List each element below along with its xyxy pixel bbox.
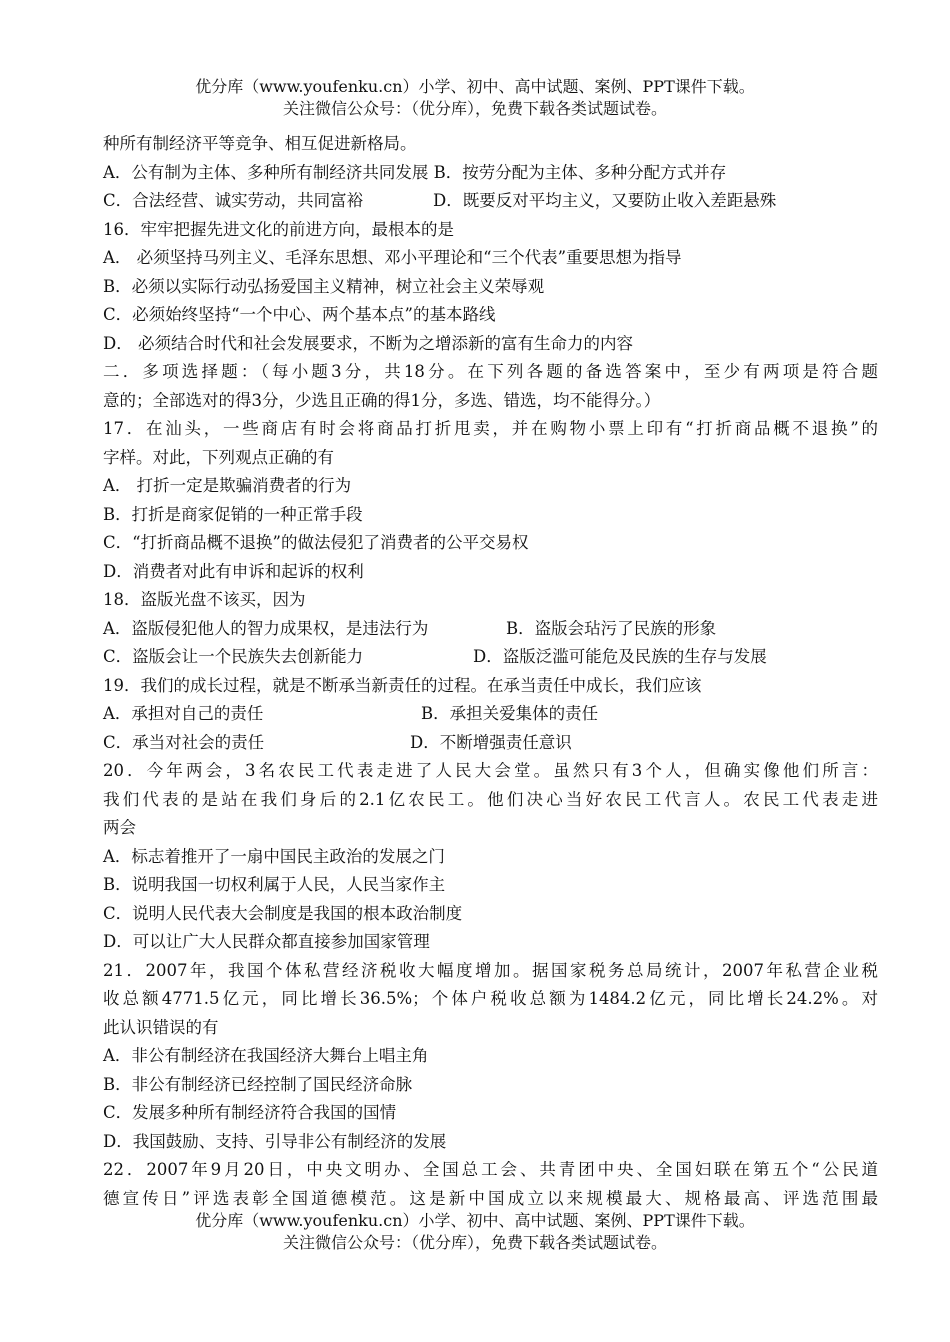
q15-options-ab: A．公有制为主体、多种所有制经济共同发展 B．按劳分配为主体、多种分配方式并存: [103, 162, 727, 182]
q15-option-c: C．合法经营、诚实劳动，共同富裕: [103, 191, 364, 210]
q15-option-d: D．既要反对平均主义，又要防止收入差距悬殊: [433, 191, 777, 210]
q20-stem-3: 两会: [103, 818, 136, 837]
q17-option-c: C．“打折商品概不退换”的做法侵犯了消费者的公平交易权: [103, 533, 529, 552]
q21-option-d: D．我国鼓励、支持、引导非公有制经济的发展: [103, 1131, 447, 1151]
q19-option-c: C．承当对社会的责任: [103, 732, 265, 752]
q21-stem-3: 此认识错误的有: [103, 1017, 219, 1037]
q15-stem-tail: 种所有制经济平等竞争、相互促进新格局。: [103, 134, 417, 153]
q21-option-b: B．非公有制经济已经控制了国民经济命脉: [103, 1074, 413, 1094]
q20-option-b: B．说明我国一切权利属于人民，人民当家作主: [103, 875, 446, 894]
q20-stem-1: 20．今年两会，3名农民工代表走进了人民大会堂。虽然只有3个人，但确实像他们所言：: [103, 761, 878, 780]
q16-option-d: D． 必须结合时代和社会发展要求，不断为之增添新的富有生命力的内容: [103, 333, 633, 353]
q17-stem-2: 字样。对此，下列观点正确的有: [103, 447, 334, 467]
q15-options-cd: [103, 187, 878, 216]
q18-option-d: D．盗版泛滥可能危及民族的生存与发展: [473, 647, 767, 666]
q22-stem-1: 22．2007年9月20日，中央文明办、全国总工会、共青团中央、全国妇联在第五个“公民道: [103, 1160, 878, 1179]
q19-options-ab: [103, 700, 878, 729]
q19-stem: 19．我们的成长过程，就是不断承当新责任的过程。在承当责任中成长，我们应该: [103, 675, 702, 695]
q19-options-cd: [103, 729, 878, 758]
q20-option-a: A．标志着推开了一扇中国民主政治的发展之门: [103, 846, 445, 866]
q18-options-cd: [103, 643, 878, 672]
header-line-1: 优分库（www.youfenku.cn）小学、初中、高中试题、案例、PPT课件下载。: [195, 77, 755, 96]
section2-instructions-1: 二．多项选择题：（每小题3分，共18分。在下列各题的备选答案中，至少有两项是符合题: [103, 362, 878, 381]
header-line-2: 关注微信公众号：（优分库），免费下载各类试题试卷。: [282, 99, 667, 118]
page-footer: [0, 1210, 950, 1254]
q18-option-a: A．盗版侵犯他人的智力成果权，是违法行为: [103, 618, 429, 638]
q18-option-c: C．盗版会让一个民族失去创新能力: [103, 647, 364, 666]
footer-line-2: 关注微信公众号：（优分库），免费下载各类试题试卷。: [282, 1233, 667, 1252]
q20-option-c: C．说明人民代表大会制度是我国的根本政治制度: [103, 903, 463, 923]
q16-option-c: C．必须始终坚持“一个中心、两个基本点”的基本路线: [103, 305, 496, 324]
q20-stem-2: 我们代表的是站在我们身后的2.1亿农民工。他们决心当好农民工代言人。农民工代表走进: [103, 789, 878, 809]
q21-stem-1: 21．2007年，我国个体私营经济税收大幅度增加。据国家税务总局统计，2007年私营企业税: [103, 960, 878, 980]
q21-option-c: C．发展多种所有制经济符合我国的国情: [103, 1103, 397, 1122]
q17-stem-1: 17．在汕头，一些商店有时会将商品打折甩卖，并在购物小票上印有“打折商品概不退换”的: [103, 419, 878, 438]
q19-option-b: B．承担关爱集体的责任: [421, 704, 599, 723]
exam-content: [103, 130, 878, 1213]
q16-stem: 16．牢牢把握先进文化的前进方向，最根本的是: [103, 219, 454, 239]
q20-option-d: D．可以让广大人民群众都直接参加国家管理: [103, 932, 430, 951]
q18-options-ab: [103, 615, 878, 644]
page-header: [0, 76, 950, 120]
q16-option-b: B．必须以实际行动弘扬爱国主义精神，树立社会主义荣辱观: [103, 276, 545, 296]
section2-instructions-2: 意的；全部选对的得3分，少选且正确的得1分，多选、错选，均不能得分。）: [103, 390, 661, 410]
q19-option-d: D．不断增强责任意识: [410, 732, 572, 752]
q18-option-b: B．盗版会玷污了民族的形象: [506, 618, 717, 638]
footer-line-1: 优分库（www.youfenku.cn）小学、初中、高中试题、案例、PPT课件下载。: [195, 1211, 755, 1230]
q19-option-a: A．承担对自己的责任: [103, 704, 264, 723]
q21-stem-2: 收总额4771.5亿元，同比增长36.5%；个体户税收总额为1484.2亿元，同比增长24.2%。对: [103, 989, 878, 1008]
q16-option-a: A． 必须坚持马列主义、毛泽东思想、邓小平理论和“三个代表”重要思想为指导: [103, 248, 682, 267]
q17-option-d: D．消费者对此有申诉和起诉的权利: [103, 561, 364, 581]
q17-option-b: B．打折是商家促销的一种正常手段: [103, 504, 363, 524]
q17-option-a: A． 打折一定是欺骗消费者的行为: [103, 476, 352, 495]
q21-option-a: A．非公有制经济在我国经济大舞台上唱主角: [103, 1046, 429, 1065]
q22-stem-2: 德宣传日”评选表彰全国道德模范。这是新中国成立以来规模最大、规格最高、评选范围最: [103, 1188, 878, 1208]
q18-stem: 18．盗版光盘不该买，因为: [103, 590, 306, 609]
